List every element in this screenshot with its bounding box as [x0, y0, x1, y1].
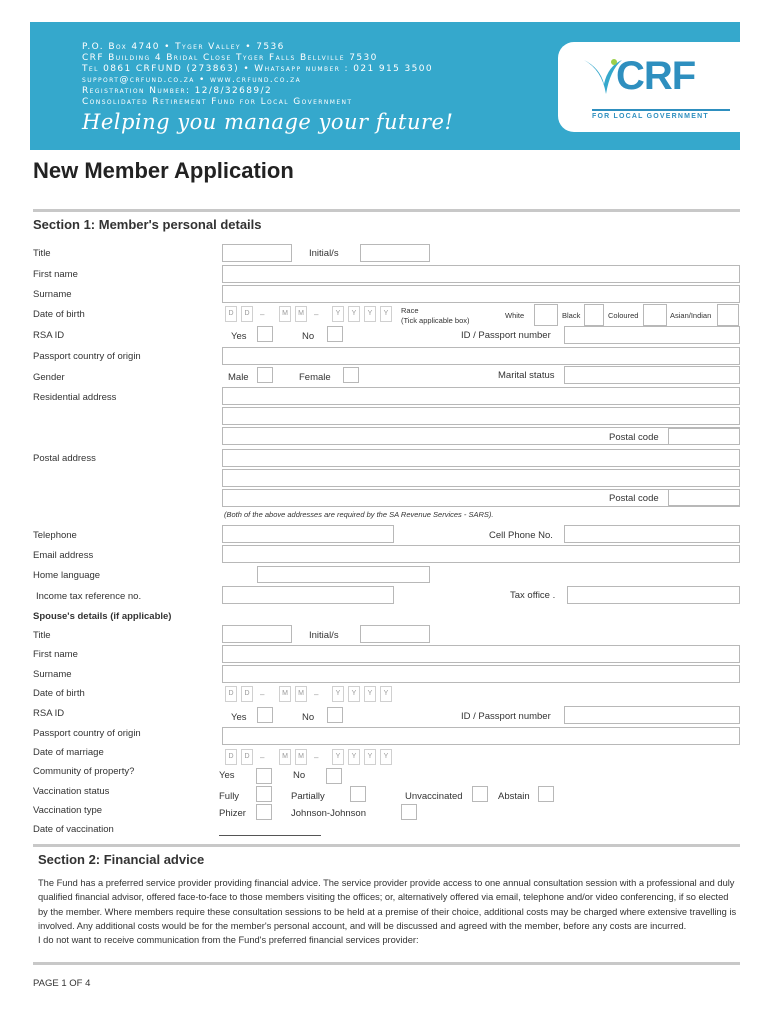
initials-field[interactable]	[360, 244, 430, 262]
postal-label: Postal address	[33, 453, 96, 464]
race-asian-checkbox[interactable]	[717, 304, 739, 326]
tagline: Helping you manage your future!	[82, 110, 454, 134]
marriage-date-label: Date of marriage	[33, 747, 104, 758]
passport-country-field[interactable]	[222, 347, 740, 365]
race-asian-label: Asian/Indian	[670, 311, 712, 320]
vacc-status-label: Vaccination status	[33, 786, 110, 797]
dob-day-1[interactable]: D	[225, 306, 237, 322]
dob-year-3[interactable]: Y	[364, 306, 376, 322]
unvaccinated-label: Unvaccinated	[405, 791, 463, 802]
community-no-label: No	[293, 770, 306, 781]
spouse-dob-day-2[interactable]: D	[241, 686, 253, 702]
postal-code-label: Postal code	[609, 493, 659, 504]
first-name-field[interactable]	[222, 265, 740, 283]
title-label: Title	[33, 248, 51, 259]
initials-label: Initial/s	[309, 248, 339, 259]
contact-line: support@crfund.co.za • www.crfund.co.za	[82, 75, 302, 85]
postal-line-3[interactable]	[222, 489, 740, 507]
rsa-yes-label: Yes	[231, 331, 247, 342]
phizer-label: Phizer	[219, 808, 246, 819]
spouse-surname-label: Surname	[33, 669, 72, 680]
spouse-dob-month-2[interactable]: M	[295, 686, 307, 702]
first-name-label: First name	[33, 269, 78, 280]
spouse-rsa-no-label: No	[302, 712, 315, 723]
divider	[33, 844, 740, 847]
race-label: Race	[401, 306, 419, 315]
rsa-no-checkbox[interactable]	[327, 326, 343, 342]
logo-subtitle: FOR LOCAL GOVERNMENT	[592, 109, 730, 120]
spouse-dob-year-4[interactable]: Y	[380, 686, 392, 702]
tax-office-label: Tax office .	[510, 590, 556, 601]
spouse-dob-year-2[interactable]: Y	[348, 686, 360, 702]
contact-line: Registration Number: 12/8/32689/2	[82, 86, 273, 96]
divider	[33, 962, 740, 965]
dob-day-2[interactable]: D	[241, 306, 253, 322]
res-postal-code-field[interactable]	[668, 428, 740, 445]
surname-label: Surname	[33, 289, 72, 300]
postal-code-field[interactable]	[668, 489, 740, 506]
telephone-label: Telephone	[33, 530, 77, 541]
marriage-month-2[interactable]: M	[295, 749, 307, 765]
postal-line-2[interactable]	[222, 469, 740, 487]
residential-line-3[interactable]	[222, 427, 740, 445]
telephone-field[interactable]	[222, 525, 394, 543]
marital-field[interactable]	[564, 366, 740, 384]
vacc-type-label: Vaccination type	[33, 805, 103, 816]
home-language-field[interactable]	[257, 566, 430, 583]
spouse-dob-label: Date of birth	[33, 688, 85, 699]
spouse-dob-day-1[interactable]: D	[225, 686, 237, 702]
dob-year-4[interactable]: Y	[380, 306, 392, 322]
tax-ref-field[interactable]	[222, 586, 394, 604]
marriage-year-2[interactable]: Y	[348, 749, 360, 765]
dob-label: Date of birth	[33, 309, 85, 320]
contact-line: Consolidated Retirement Fund for Local Government	[82, 97, 353, 107]
marriage-month-1[interactable]: M	[279, 749, 291, 765]
male-checkbox[interactable]	[257, 367, 273, 383]
race-hint: (Tick applicable box)	[401, 316, 470, 325]
spouse-rsa-yes-label: Yes	[231, 712, 247, 723]
spouse-id-passport-label: ID / Passport number	[461, 711, 551, 722]
marriage-year-1[interactable]: Y	[332, 749, 344, 765]
email-field[interactable]	[222, 545, 740, 563]
marriage-year-4[interactable]: Y	[380, 749, 392, 765]
home-language-label: Home language	[33, 570, 101, 581]
header-banner	[30, 22, 740, 150]
contact-line: Tel 0861 CRFUND (273863) • Whatsapp number : 021 915 3500	[82, 64, 433, 74]
rsa-yes-checkbox[interactable]	[257, 326, 273, 342]
gender-label: Gender	[33, 372, 65, 383]
tax-office-field[interactable]	[567, 586, 740, 604]
female-label: Female	[299, 372, 331, 383]
abstain-label: Abstain	[498, 791, 530, 802]
vacc-date-line[interactable]	[219, 835, 321, 836]
community-label: Community of property?	[33, 766, 135, 777]
spouse-passport-country-field[interactable]	[222, 727, 740, 745]
section2-paragraph	[38, 876, 738, 947]
spouse-initials-label: Initial/s	[309, 630, 339, 641]
dob-year-1[interactable]: Y	[332, 306, 344, 322]
passport-country-label: Passport country of origin	[33, 351, 141, 362]
email-label: Email address	[33, 550, 94, 561]
marital-label: Marital status	[498, 370, 555, 381]
dob-year-2[interactable]: Y	[348, 306, 360, 322]
rsa-id-label: RSA ID	[33, 330, 65, 341]
section1-title: Section 1: Member's personal details	[33, 217, 262, 232]
race-coloured-checkbox[interactable]	[643, 304, 667, 326]
community-yes-checkbox[interactable]	[256, 768, 272, 784]
vacc-date-label: Date of vaccination	[33, 824, 114, 835]
unvaccinated-checkbox[interactable]	[472, 786, 488, 802]
spouse-title-field[interactable]	[222, 625, 292, 643]
spouse-id-passport-field[interactable]	[564, 706, 740, 724]
financial-advice-text: The Fund has a preferred service provider providing financial advice. The service provider provide access to one annual consultation session with a professional and duly qualified financial advisor, offered face-to-face to those members visiting the offices; or, alternatively offered via email, telephone and/or video conferencing, if so elected by the member. Where members require these consultation sessions to be held at a premise of their choice, additional costs may be charged where extensive travelling is involved. Any additional costs would be for the member's personal account, and will be discussed and agreed with the member, before any costs are incurred.	[38, 878, 737, 931]
contact-block	[82, 42, 433, 108]
dob-month-1[interactable]: M	[279, 306, 291, 322]
residential-line-1[interactable]	[222, 387, 740, 405]
spouse-surname-field[interactable]	[222, 665, 740, 683]
id-passport-field[interactable]	[564, 326, 740, 344]
male-label: Male	[228, 372, 249, 383]
spouse-rsa-no-checkbox[interactable]	[327, 707, 343, 723]
community-yes-label: Yes	[219, 770, 235, 781]
residential-line-2[interactable]	[222, 407, 740, 425]
marriage-day-1[interactable]: D	[225, 749, 237, 765]
spouse-title-label: Title	[33, 630, 51, 641]
jj-label: Johnson-Johnson	[291, 808, 366, 819]
race-black-label: Black	[562, 311, 581, 320]
res-postal-code-label: Postal code	[609, 432, 659, 443]
marriage-year-3[interactable]: Y	[364, 749, 376, 765]
page-number: PAGE 1 OF 4	[33, 978, 91, 989]
tax-ref-label: Income tax reference no.	[36, 591, 142, 602]
section2-title: Section 2: Financial advice	[38, 852, 205, 867]
optout-text: I do not want to receive communication from the Fund's preferred financial services provider:	[38, 935, 419, 946]
title-field[interactable]	[222, 244, 292, 262]
female-checkbox[interactable]	[343, 367, 359, 383]
spouse-rsa-id-label: RSA ID	[33, 708, 65, 719]
fully-checkbox[interactable]	[256, 786, 272, 802]
jj-checkbox[interactable]	[401, 804, 417, 820]
postal-line-1[interactable]	[222, 449, 740, 467]
logo	[558, 42, 740, 132]
spouse-passport-country-label: Passport country of origin	[33, 728, 141, 739]
spouse-dob-month-1[interactable]: M	[279, 686, 291, 702]
marriage-day-2[interactable]: D	[241, 749, 253, 765]
dob-month-2[interactable]: M	[295, 306, 307, 322]
contact-line: CRF Building 4 Bridal Close Tyger Falls Bellville 7530	[82, 53, 378, 63]
cell-label: Cell Phone No.	[489, 530, 553, 541]
sars-note: (Both of the above addresses are required by the SA Revenue Services - SARS).	[224, 510, 494, 519]
residential-label: Residential address	[33, 392, 117, 403]
partially-label: Partially	[291, 791, 325, 802]
rsa-no-label: No	[302, 331, 315, 342]
contact-line: P.O. Box 4740 • Tyger Valley • 7536	[82, 42, 285, 52]
abstain-checkbox[interactable]	[538, 786, 554, 802]
surname-field[interactable]	[222, 285, 740, 303]
race-white-label: White	[505, 311, 525, 320]
id-passport-label: ID / Passport number	[461, 330, 551, 341]
phizer-checkbox[interactable]	[256, 804, 272, 820]
logo-text: CRF	[616, 54, 696, 98]
spouse-first-name-field[interactable]	[222, 645, 740, 663]
race-white-checkbox[interactable]	[534, 304, 558, 326]
spouse-first-name-label: First name	[33, 649, 78, 660]
cell-field[interactable]	[564, 525, 740, 543]
race-black-checkbox[interactable]	[584, 304, 604, 326]
spouse-heading: Spouse's details (if applicable)	[33, 611, 172, 622]
spouse-initials-field[interactable]	[360, 625, 430, 643]
race-coloured-label: Coloured	[608, 311, 639, 320]
spouse-dob-year-1[interactable]: Y	[332, 686, 344, 702]
fully-label: Fully	[219, 791, 240, 802]
community-no-checkbox[interactable]	[326, 768, 342, 784]
spouse-rsa-yes-checkbox[interactable]	[257, 707, 273, 723]
partially-checkbox[interactable]	[350, 786, 366, 802]
spouse-dob-year-3[interactable]: Y	[364, 686, 376, 702]
divider	[33, 209, 740, 212]
page-title: New Member Application	[33, 158, 294, 183]
